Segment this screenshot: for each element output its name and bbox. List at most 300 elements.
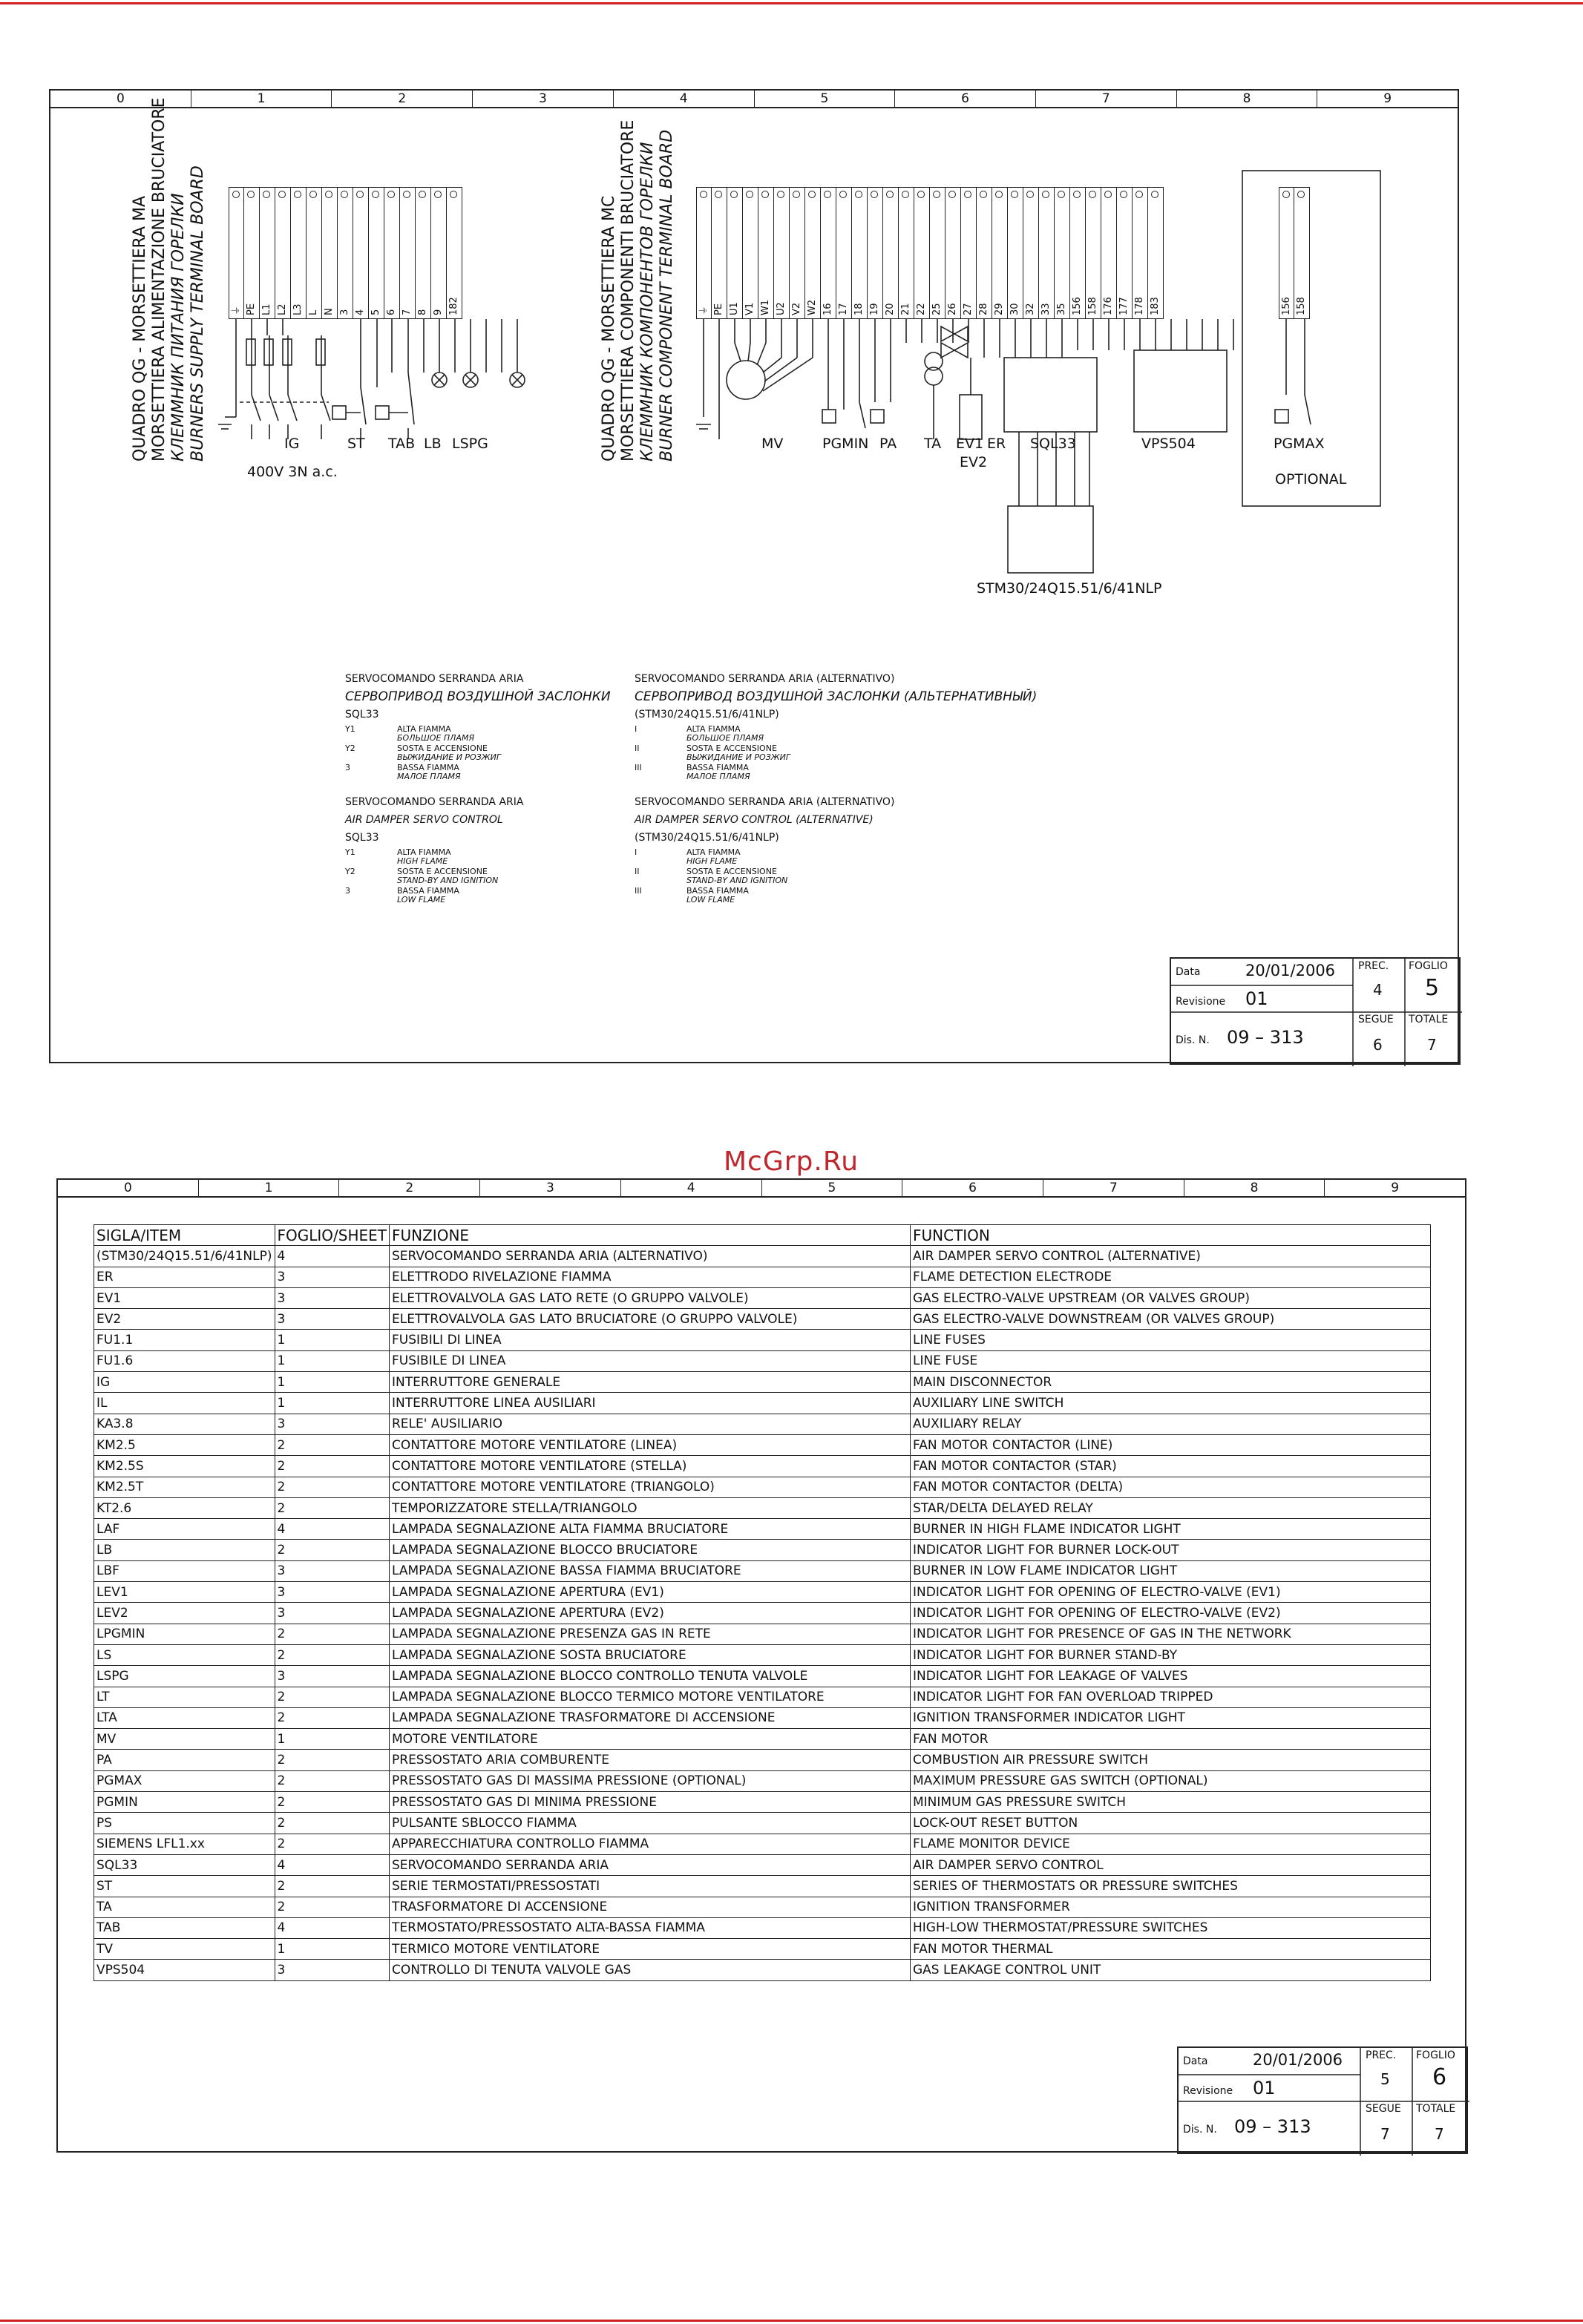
cell-sheet: 2 xyxy=(275,1497,390,1518)
column-number: 0 xyxy=(58,1180,199,1196)
table-row xyxy=(94,1707,1431,1728)
board-title-line: КЛЕММНИК КОМПОНЕНТОВ ГОРЕЛКИ xyxy=(638,142,657,462)
tb-rev: 01 xyxy=(1245,988,1268,1009)
note-translation: HIGH FLAME xyxy=(397,856,448,866)
tb-segue-label: SEGUE xyxy=(1366,2103,1401,2115)
terminal-label: 9 xyxy=(433,309,444,315)
bottom-red-rule xyxy=(0,2320,1583,2322)
column-number: 3 xyxy=(480,1180,621,1196)
note-row xyxy=(345,867,627,885)
table-row xyxy=(94,1792,1431,1813)
cell-funzione: LAMPADA SEGNALAZIONE SOSTA BRUCIATORE xyxy=(390,1644,911,1665)
column-number: 4 xyxy=(621,1180,762,1196)
terminal xyxy=(1294,187,1310,319)
legend-table xyxy=(94,1224,1431,1981)
cell-sheet: 1 xyxy=(275,1350,390,1371)
terminal-label: 176 xyxy=(1103,297,1114,315)
cell-function: FAN MOTOR xyxy=(911,1729,1431,1750)
cell-sheet: 3 xyxy=(275,1309,390,1330)
note-value: SOSTA E ACCENSIONE xyxy=(686,744,777,753)
tb-prec: 5 xyxy=(1380,2070,1390,2088)
cell-item: VPS504 xyxy=(94,1960,275,1980)
note-key: I xyxy=(635,847,638,857)
cell-funzione: LAMPADA SEGNALAZIONE BLOCCO TERMICO MOTORE VENTILATORE xyxy=(390,1687,911,1707)
note-value: SOSTA E ACCENSIONE xyxy=(397,744,488,753)
board-title-line: QUADRO QG - MORSETTIERA MC xyxy=(600,195,618,462)
cell-function: FAN MOTOR THERMAL xyxy=(911,1939,1431,1960)
table-row xyxy=(94,1497,1431,1518)
table-row xyxy=(94,1917,1431,1938)
board-title-line: MORSETTIERA ALIMENTAZIONE BRUCIATORE xyxy=(150,97,168,462)
cell-sheet: 3 xyxy=(275,1560,390,1581)
note-heading-ru: СЕРВОПРИВОД ВОЗДУШНОЙ ЗАСЛОНКИ (АЛЬТЕРНАТИВНЫЙ) xyxy=(635,689,1038,704)
wiring-diagram xyxy=(50,91,1461,684)
cell-funzione: ELETTRODO RIVELAZIONE FIAMMA xyxy=(390,1267,911,1287)
note-heading: SERVOCOMANDO SERRANDA ARIA xyxy=(345,673,524,685)
column-number: 0 xyxy=(50,91,191,107)
table-row xyxy=(94,1477,1431,1497)
cell-sheet: 1 xyxy=(275,1393,390,1414)
note-heading-2: SERVOCOMANDO SERRANDA ARIA xyxy=(345,796,524,808)
terminal-label: 16 xyxy=(822,303,833,315)
note-translation: ВЫЖИДАНИЕ И РОЗЖИГ xyxy=(397,752,501,762)
column-number: 9 xyxy=(1391,1181,1400,1195)
cell-funzione: PULSANTE SBLOCCO FIAMMA xyxy=(390,1813,911,1834)
note-row xyxy=(345,744,627,762)
terminal-label: 17 xyxy=(838,303,849,315)
tb-totale-label: TOTALE xyxy=(1416,2103,1456,2115)
cell-function: AIR DAMPER SERVO CONTROL xyxy=(911,1854,1431,1875)
note-heading-en: AIR DAMPER SERVO CONTROL (ALTERNATIVE) xyxy=(635,814,874,826)
note-value: BASSA FIAMMA xyxy=(686,763,749,772)
cell-funzione: LAMPADA SEGNALAZIONE TRASFORMATORE DI ACCENSIONE xyxy=(390,1707,911,1728)
tb-prec-label: PREC. xyxy=(1358,960,1389,972)
cell-funzione: TEMPORIZZATORE STELLA/TRIANGOLO xyxy=(390,1497,911,1518)
cell-funzione: INTERRUTTORE GENERALE xyxy=(390,1372,911,1393)
table-row xyxy=(94,1560,1431,1581)
note-heading: SERVOCOMANDO SERRANDA ARIA (ALTERNATIVO) xyxy=(635,673,895,685)
terminal-label: 35 xyxy=(1056,303,1067,315)
note-translation: STAND-BY AND IGNITION xyxy=(397,876,499,885)
table-row xyxy=(94,1372,1431,1393)
column-number: 5 xyxy=(755,91,896,107)
terminal-label: N xyxy=(324,308,335,315)
note-row xyxy=(345,848,627,866)
cell-sheet: 3 xyxy=(275,1582,390,1603)
table-row xyxy=(94,1729,1431,1750)
cell-funzione: SERIE TERMOSTATI/PRESSOSTATI xyxy=(390,1876,911,1897)
tb-segue-label: SEGUE xyxy=(1358,1014,1394,1025)
cell-funzione: INTERRUTTORE LINEA AUSILIARI xyxy=(390,1393,911,1414)
cell-funzione: CONTROLLO DI TENUTA VALVOLE GAS xyxy=(390,1960,911,1980)
cell-function: AUXILIARY LINE SWITCH xyxy=(911,1393,1431,1414)
cell-item: KT2.6 xyxy=(94,1497,275,1518)
label-ev2: EV2 xyxy=(960,454,988,470)
note-model-2: (STM30/24Q15.51/6/41NLP) xyxy=(635,832,779,844)
cell-funzione: PRESSOSTATO GAS DI MASSIMA PRESSIONE (OPTIONAL) xyxy=(390,1770,911,1791)
tb-segue: 7 xyxy=(1380,2125,1390,2143)
header-function: FUNCTION xyxy=(911,1225,1431,1246)
cell-item: IL xyxy=(94,1393,275,1414)
cell-funzione: LAMPADA SEGNALAZIONE ALTA FIAMMA BRUCIATORE xyxy=(390,1519,911,1540)
cell-function: GAS ELECTRO-VALVE UPSTREAM (OR VALVES GROUP) xyxy=(911,1287,1431,1308)
label-pgmax: PGMAX xyxy=(1274,436,1325,452)
cell-sheet: 2 xyxy=(275,1644,390,1665)
cell-funzione: TERMICO MOTORE VENTILATORE xyxy=(390,1939,911,1960)
table-row xyxy=(94,1309,1431,1330)
table-row xyxy=(94,1644,1431,1665)
label-er: ER xyxy=(987,436,1006,452)
cell-function: MINIMUM GAS PRESSURE SWITCH xyxy=(911,1792,1431,1813)
cell-sheet: 2 xyxy=(275,1434,390,1455)
cell-item: ER xyxy=(94,1267,275,1287)
cell-item: EV2 xyxy=(94,1309,275,1330)
cell-funzione: FUSIBILE DI LINEA xyxy=(390,1350,911,1371)
note-value: ALTA FIAMMA xyxy=(397,724,451,734)
table-row xyxy=(94,1960,1431,1980)
cell-item: FU1.6 xyxy=(94,1350,275,1371)
terminal-screw-icon xyxy=(1282,191,1290,198)
cell-funzione: TRASFORMATORE DI ACCENSIONE xyxy=(390,1897,911,1917)
note-translation: HIGH FLAME xyxy=(686,856,738,866)
terminal-label: 21 xyxy=(900,303,911,315)
terminal-label: V1 xyxy=(744,302,756,315)
note-value: ALTA FIAMMA xyxy=(397,847,451,857)
tb-prec-label: PREC. xyxy=(1366,2049,1397,2061)
tb-data: 20/01/2006 xyxy=(1253,2051,1343,2069)
note-row xyxy=(345,764,627,781)
table-row xyxy=(94,1330,1431,1350)
note-heading-en: AIR DAMPER SERVO CONTROL xyxy=(345,814,503,826)
cell-funzione: APPARECCHIATURA CONTROLLO FIAMMA xyxy=(390,1834,911,1854)
cell-item: IG xyxy=(94,1372,275,1393)
cell-function: INDICATOR LIGHT FOR BURNER LOCK-OUT xyxy=(911,1540,1431,1560)
cell-item: KA3.8 xyxy=(94,1414,275,1434)
note-model: (STM30/24Q15.51/6/41NLP) xyxy=(635,709,779,720)
cell-sheet: 2 xyxy=(275,1687,390,1707)
header-item: SIGLA/ITEM xyxy=(94,1225,275,1246)
cell-sheet: 2 xyxy=(275,1770,390,1791)
table-row xyxy=(94,1813,1431,1834)
cell-sheet: 4 xyxy=(275,1917,390,1938)
cell-sheet: 2 xyxy=(275,1477,390,1497)
note-value: BASSA FIAMMA xyxy=(686,886,749,896)
tb-dis: 09 – 313 xyxy=(1227,1027,1304,1048)
cell-function: MAIN DISCONNECTOR xyxy=(911,1372,1431,1393)
cell-funzione: FUSIBILI DI LINEA xyxy=(390,1330,911,1350)
cell-sheet: 3 xyxy=(275,1960,390,1980)
terminal-label: L3 xyxy=(292,303,304,315)
tb-foglio: 6 xyxy=(1432,2064,1447,2090)
cell-funzione: LAMPADA SEGNALAZIONE APERTURA (EV2) xyxy=(390,1603,911,1624)
terminal-label: 27 xyxy=(963,303,974,315)
tb-dis: 09 – 313 xyxy=(1234,2116,1311,2137)
column-ruler xyxy=(58,1180,1465,1198)
terminal-label: 182 xyxy=(448,297,459,315)
cell-function: INDICATOR LIGHT FOR OPENING OF ELECTRO-VALVE (EV1) xyxy=(911,1582,1431,1603)
cell-item: LTA xyxy=(94,1707,275,1728)
cell-funzione: LAMPADA SEGNALAZIONE PRESENZA GAS IN RETE xyxy=(390,1624,911,1644)
tb-segue: 6 xyxy=(1373,1036,1383,1054)
tb-rev-label: Revisione xyxy=(1183,2085,1233,2097)
cell-function: INDICATOR LIGHT FOR FAN OVERLOAD TRIPPED xyxy=(911,1687,1431,1707)
cell-function: FLAME MONITOR DEVICE xyxy=(911,1834,1431,1854)
cell-item: PS xyxy=(94,1813,275,1834)
label-st: ST xyxy=(347,436,365,452)
terminal-label: 28 xyxy=(978,303,989,315)
terminal-label: 33 xyxy=(1040,303,1052,315)
column-number: 1 xyxy=(199,1180,340,1196)
wiring-sheet-5 xyxy=(49,89,1459,1063)
column-number: 7 xyxy=(1043,1180,1184,1196)
terminal-label: 25 xyxy=(931,303,943,315)
cell-function: FAN MOTOR CONTACTOR (STAR) xyxy=(911,1456,1431,1477)
terminal-label: 4 xyxy=(355,309,366,315)
note-key: III xyxy=(635,763,642,772)
note-translation: ВЫЖИДАНИЕ И РОЗЖИГ xyxy=(686,752,790,762)
cell-item: LPGMIN xyxy=(94,1624,275,1644)
tb-totale-label: TOTALE xyxy=(1409,1014,1449,1025)
cell-funzione: PRESSOSTATO ARIA COMBURENTE xyxy=(390,1750,911,1770)
label-ev1: EV1 xyxy=(956,436,984,452)
terminal-label: 20 xyxy=(885,303,896,315)
label-tab: TAB xyxy=(388,436,416,452)
cell-function: MAXIMUM PRESSURE GAS SWITCH (OPTIONAL) xyxy=(911,1770,1431,1791)
note-key: III xyxy=(635,886,642,896)
tb-data-label: Data xyxy=(1176,966,1201,978)
cell-funzione: SERVOCOMANDO SERRANDA ARIA xyxy=(390,1854,911,1875)
column-number: 7 xyxy=(1036,91,1177,107)
table-row xyxy=(94,1624,1431,1644)
terminal-label: L1 xyxy=(261,303,272,315)
table-row xyxy=(94,1267,1431,1287)
note-key: Y1 xyxy=(345,724,355,734)
label-optional: OPTIONAL xyxy=(1275,471,1347,488)
note-model: SQL33 xyxy=(345,709,379,720)
note-heading-ru: СЕРВОПРИВОД ВОЗДУШНОЙ ЗАСЛОНКИ xyxy=(345,689,611,704)
table-row xyxy=(94,1876,1431,1897)
cell-function: SERIES OF THERMOSTATS OR PRESSURE SWITCHES xyxy=(911,1876,1431,1897)
table-row xyxy=(94,1393,1431,1414)
tb-dis-label: Dis. N. xyxy=(1183,2124,1217,2136)
header-sheet: FOGLIO/SHEET xyxy=(275,1225,390,1246)
terminal-strip-optional xyxy=(1279,187,1310,319)
column-number: 3 xyxy=(473,91,614,107)
column-number: 1 xyxy=(191,91,332,107)
label-pgmin: PGMIN xyxy=(822,436,869,452)
terminal-label: W2 xyxy=(807,299,818,315)
watermark: McGrp.Ru xyxy=(724,1146,859,1177)
board-title-line: BURNERS SUPPLY TERMINAL BOARD xyxy=(189,165,207,462)
terminal-label: U2 xyxy=(776,302,787,315)
note-row xyxy=(635,848,1095,866)
table-row xyxy=(94,1582,1431,1603)
note-key: I xyxy=(635,724,638,734)
cell-item: LBF xyxy=(94,1560,275,1581)
table-row xyxy=(94,1687,1431,1707)
note-value: BASSA FIAMMA xyxy=(397,763,459,772)
cell-sheet: 3 xyxy=(275,1603,390,1624)
header-funzione: FUNZIONE xyxy=(390,1225,911,1246)
note-key: Y2 xyxy=(345,867,355,876)
cell-sheet: 4 xyxy=(275,1854,390,1875)
label-mv: MV xyxy=(761,436,784,452)
cell-function: GAS LEAKAGE CONTROL UNIT xyxy=(911,1960,1431,1980)
tb-data: 20/01/2006 xyxy=(1245,962,1336,979)
table-row xyxy=(94,1456,1431,1477)
terminal-label: 3 xyxy=(339,309,350,315)
cell-funzione: ELETTROVALVOLA GAS LATO BRUCIATORE (O GRUPPO VALVOLE) xyxy=(390,1309,911,1330)
cell-funzione: CONTATTORE MOTORE VENTILATORE (LINEA) xyxy=(390,1434,911,1455)
column-number: 2 xyxy=(332,91,473,107)
cell-function: INDICATOR LIGHT FOR PRESENCE OF GAS IN THE NETWORK xyxy=(911,1624,1431,1644)
cell-funzione: CONTATTORE MOTORE VENTILATORE (TRIANGOLO) xyxy=(390,1477,911,1497)
servo-notes-stm30 xyxy=(635,673,1095,906)
note-row xyxy=(635,764,1095,781)
cell-item: LS xyxy=(94,1644,275,1665)
note-row xyxy=(345,887,627,905)
cell-item: MV xyxy=(94,1729,275,1750)
column-number: 9 xyxy=(1383,91,1392,106)
cell-funzione: LAMPADA SEGNALAZIONE BLOCCO BRUCIATORE xyxy=(390,1540,911,1560)
terminal-label: 19 xyxy=(869,303,880,315)
cell-sheet: 3 xyxy=(275,1267,390,1287)
terminal-screw-icon xyxy=(1297,191,1305,198)
table-row xyxy=(94,1770,1431,1791)
tb-foglio-label: FOGLIO xyxy=(1409,960,1448,972)
cell-sheet: 2 xyxy=(275,1456,390,1477)
terminal-label: 177 xyxy=(1118,297,1130,315)
cell-sheet: 2 xyxy=(275,1897,390,1917)
column-number: 5 xyxy=(762,1180,903,1196)
cell-sheet: 2 xyxy=(275,1813,390,1834)
table-row xyxy=(94,1414,1431,1434)
note-translation: БОЛЬШОЕ ПЛАМЯ xyxy=(686,733,764,743)
cell-function: LINE FUSES xyxy=(911,1330,1431,1350)
terminal xyxy=(1279,187,1294,319)
cell-item: LEV1 xyxy=(94,1582,275,1603)
cell-item: LEV2 xyxy=(94,1603,275,1624)
cell-sheet: 3 xyxy=(275,1287,390,1308)
terminal-label: PE xyxy=(713,303,724,315)
cell-funzione: MOTORE VENTILATORE xyxy=(390,1729,911,1750)
terminal-label: PE xyxy=(246,303,257,315)
title-block xyxy=(1177,2046,1468,2154)
cell-item: PGMAX xyxy=(94,1770,275,1791)
cell-item: (STM30/24Q15.51/6/41NLP) xyxy=(94,1246,275,1267)
note-key: II xyxy=(635,744,640,753)
cell-item: TAB xyxy=(94,1917,275,1938)
cell-item: LT xyxy=(94,1687,275,1707)
note-row xyxy=(635,725,1095,743)
label-pa: PA xyxy=(879,436,897,452)
board-title-line: КЛЕММНИК ПИТАНИЯ ГОРЕЛКИ xyxy=(169,193,188,462)
cell-function: FLAME DETECTION ELECTRODE xyxy=(911,1267,1431,1287)
title-block xyxy=(1170,957,1461,1065)
note-key: 3 xyxy=(345,763,350,772)
cell-item: ST xyxy=(94,1876,275,1897)
label-stm30: STM30/24Q15.51/6/41NLP xyxy=(977,580,1162,597)
cell-function: BURNER IN LOW FLAME INDICATOR LIGHT xyxy=(911,1560,1431,1581)
terminal-label: 5 xyxy=(370,309,381,315)
table-row xyxy=(94,1540,1431,1560)
cell-item: SQL33 xyxy=(94,1854,275,1875)
table-row xyxy=(94,1519,1431,1540)
tb-foglio: 5 xyxy=(1425,975,1440,1001)
terminal-label: 178 xyxy=(1134,297,1145,315)
tb-foglio-label: FOGLIO xyxy=(1416,2049,1455,2061)
cell-sheet: 2 xyxy=(275,1750,390,1770)
cell-item: KM2.5T xyxy=(94,1477,275,1497)
note-row xyxy=(635,867,1095,885)
label-ta: TA xyxy=(924,436,942,452)
tb-rev-label: Revisione xyxy=(1176,996,1226,1008)
terminal-label: 183 xyxy=(1150,297,1161,315)
table-row xyxy=(94,1750,1431,1770)
cell-function: IGNITION TRANSFORMER INDICATOR LIGHT xyxy=(911,1707,1431,1728)
terminal-label: 158 xyxy=(1087,297,1098,315)
note-key: Y2 xyxy=(345,744,355,753)
cell-sheet: 1 xyxy=(275,1729,390,1750)
cell-funzione: SERVOCOMANDO SERRANDA ARIA (ALTERNATIVO) xyxy=(390,1246,911,1267)
tb-prec: 4 xyxy=(1373,981,1383,999)
cell-item: KM2.5 xyxy=(94,1434,275,1455)
note-value: SOSTA E ACCENSIONE xyxy=(397,867,488,876)
table-row xyxy=(94,1939,1431,1960)
column-number: 2 xyxy=(339,1180,480,1196)
tb-dis-label: Dis. N. xyxy=(1176,1034,1210,1046)
cell-sheet: 1 xyxy=(275,1372,390,1393)
table-row xyxy=(94,1666,1431,1687)
terminal-label: L2 xyxy=(277,303,288,315)
cell-sheet: 2 xyxy=(275,1792,390,1813)
terminal-label: 18 xyxy=(853,303,865,315)
note-translation: МАЛОЕ ПЛАМЯ xyxy=(686,772,750,781)
terminal-label: L xyxy=(308,309,319,315)
cell-funzione: LAMPADA SEGNALAZIONE BLOCCO CONTROLLO TENUTA VALVOLE xyxy=(390,1666,911,1687)
cell-function: INDICATOR LIGHT FOR BURNER STAND-BY xyxy=(911,1644,1431,1665)
terminal-label: 30 xyxy=(1009,303,1020,315)
board-title-line: QUADRO QG - MORSETTIERA MA xyxy=(131,195,149,462)
top-red-rule xyxy=(0,2,1583,4)
cell-function: FAN MOTOR CONTACTOR (LINE) xyxy=(911,1434,1431,1455)
cell-funzione: TERMOSTATO/PRESSOSTATO ALTA-BASSA FIAMMA xyxy=(390,1917,911,1938)
cell-function: GAS ELECTRO-VALVE DOWNSTREAM (OR VALVES GROUP) xyxy=(911,1309,1431,1330)
terminal-label: W1 xyxy=(760,299,771,315)
cell-function: LINE FUSE xyxy=(911,1350,1431,1371)
cell-function: INDICATOR LIGHT FOR LEAKAGE OF VALVES xyxy=(911,1666,1431,1687)
tb-totale: 7 xyxy=(1435,2125,1444,2143)
table-row xyxy=(94,1287,1431,1308)
note-row xyxy=(635,744,1095,762)
cell-item: EV1 xyxy=(94,1287,275,1308)
terminal-label: 6 xyxy=(386,309,397,315)
board-title-line: BURNER COMPONENT TERMINAL BOARD xyxy=(658,129,676,462)
cell-item: LB xyxy=(94,1540,275,1560)
tb-totale: 7 xyxy=(1427,1036,1437,1054)
cell-function: BURNER IN HIGH FLAME INDICATOR LIGHT xyxy=(911,1519,1431,1540)
note-value: SOSTA E ACCENSIONE xyxy=(686,867,777,876)
cell-item: KM2.5S xyxy=(94,1456,275,1477)
note-model-2: SQL33 xyxy=(345,832,379,844)
cell-sheet: 1 xyxy=(275,1330,390,1350)
terminal-label: 7 xyxy=(402,309,413,315)
cell-sheet: 4 xyxy=(275,1519,390,1540)
column-number: 6 xyxy=(895,91,1036,107)
cell-function: STAR/DELTA DELAYED RELAY xyxy=(911,1497,1431,1518)
note-key: II xyxy=(635,867,640,876)
cell-funzione: RELE' AUSILIARIO xyxy=(390,1414,911,1434)
